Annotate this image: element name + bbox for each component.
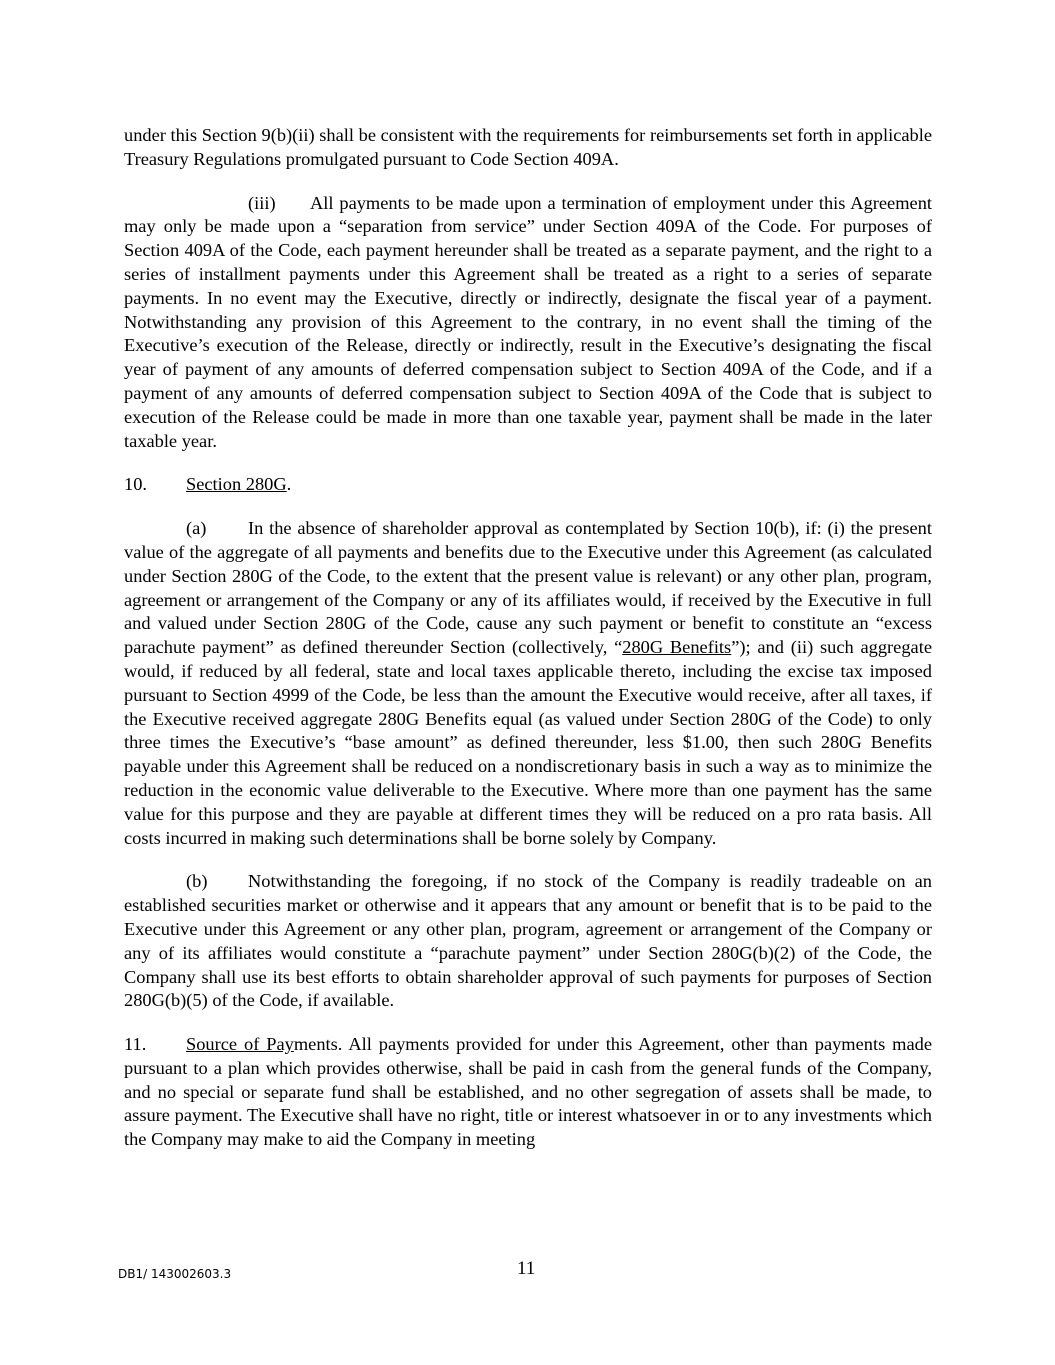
page-number: 11 — [517, 1258, 536, 1279]
paragraph-b — [124, 870, 932, 1013]
section-11-title-underlined: Source of Pay — [186, 1034, 294, 1055]
footer-document-id: DB1/ 143002603.3 — [118, 1267, 232, 1281]
section-10-number: 10. — [124, 474, 147, 495]
document-page — [124, 124, 932, 1152]
continuation-text: under this Section 9(b)(ii) shall be consistent with the requirements for reimbursements set forth in applicable Treasury Regulations promulgated pursuant to Code Section 409A. — [124, 125, 932, 169]
section-10-heading — [124, 473, 932, 497]
section-10-title: Section 280G — [186, 474, 287, 495]
paragraph-a — [124, 517, 932, 850]
paragraph-b-label: (b) — [186, 871, 208, 892]
section-11-paragraph — [124, 1033, 932, 1152]
defined-term-280g-benefits: 280G Benefits — [622, 637, 732, 658]
paragraph-iii — [124, 192, 932, 454]
section-11-title-rest: ments. — [293, 1034, 343, 1055]
paragraph-a-text-before: In the absence of shareholder approval as contemplated by Section 10(b), if: (i) the present value of the aggregate of all payments and benefits due to the Executive under this Agreement (as calculated under Section 280G of the Code, to the extent that the present value is relevant) or any other plan, program, agreement or arrangement of the Company or any of its affiliates would, if received by the Executive in full and valued under Section 280G of the Code, cause any such payment or benefit to constitute an “excess parachute payment” as defined thereunder Section (collectively, “ — [124, 518, 932, 658]
paragraph-a-text-after: ”); and (ii) such aggregate would, if reduced by all federal, state and local taxes applicable thereto, including the excise tax imposed pursuant to Section 4999 of the Code, be less than the amount the Executive would receive, after all taxes, if the Executive received aggregate 280G Benefits equal (as valued under Section 280G of the Code) to only three times the Executive’s “base amount” as defined thereunder, less $1.00, then such 280G Benefits payable under this Agreement shall be reduced on a nondiscretionary basis in such a way as to minimize the reduction in the economic value deliverable to the Executive. Where more than one payment has the same value for this purpose and they are payable at different times they will be reduced on a pro rata basis. All costs incurred in making such determinations shall be borne solely by Company. — [124, 637, 932, 848]
paragraph-b-text: Notwithstanding the foregoing, if no stock of the Company is readily tradeable on an established securities market or otherwise and it appears that any amount or benefit that is to be paid to the Executive under this Agreement or any other plan, program, agreement or arrangement of the Company or any of its affiliates would constitute a “parachute payment” under Section 280G(b)(2) of the Code, the Company shall use its best efforts to obtain shareholder approval of such payments for purposes of Section 280G(b)(5) of the Code, if available. — [124, 871, 932, 1011]
section-11-text: All payments provided for under this Agreement, other than payments made pursuant to a plan which provides otherwise, shall be paid in cash from the general funds of the Company, and no special or separate fund shall be established, and no other segregation of assets shall be made, to assure payment. The Executive shall have no right, title or interest whatsoever in or to any investments which the Company may make to aid the Company in meeting — [124, 1034, 932, 1150]
section-10-title-suffix: . — [286, 474, 292, 495]
section-11-number: 11. — [124, 1034, 147, 1055]
continuation-paragraph — [124, 124, 932, 172]
paragraph-a-label: (a) — [186, 518, 207, 539]
paragraph-iii-text: All payments to be made upon a termination of employment under this Agreement may only be made upon a “separation from service” under Section 409A of the Code. For purposes of Section 409A of the Code, each payment hereunder shall be treated as a separate payment, and the right to a series of installment payments under this Agreement shall be treated as a right to a series of separate payments. In no event may the Executive, directly or indirectly, designate the fiscal year of a payment. Notwithstanding any provision of this Agreement to the contrary, in no event shall the timing of the Executive’s execution of the Release, directly or indirectly, result in the Executive’s designating the fiscal year of payment of any amounts of deferred compensation subject to Section 409A of the Code, and if a payment of any amounts of deferred compensation subject to Section 409A of the Code that is subject to execution of the Release could be made in more than one taxable year, payment shall be made in the later taxable year. — [124, 192, 932, 451]
paragraph-iii-label: (iii) — [248, 192, 276, 213]
